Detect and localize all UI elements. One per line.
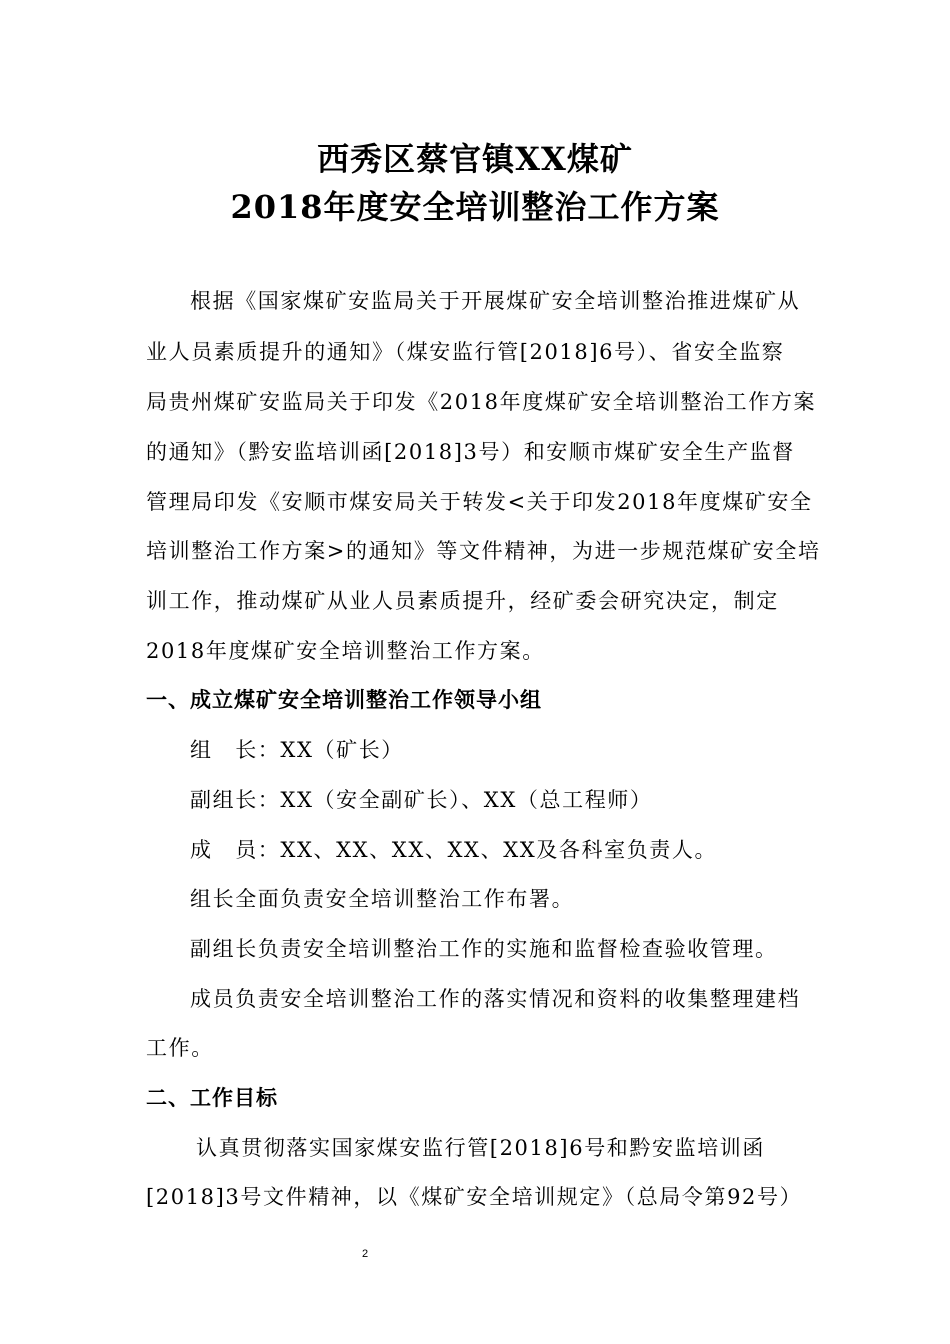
intro-line: 管理局印发《安顺市煤安局关于转发<关于印发2018年度煤矿安全 [146, 490, 813, 514]
page-number: 2 [361, 1248, 369, 1260]
intro-line: 培训整治工作方案>的通知》等文件精神，为进一步规范煤矿安全培 [146, 539, 821, 563]
intro-line: 局贵州煤矿安监局关于印发《2018年度煤矿安全培训整治工作方案 [146, 390, 817, 414]
members-line: 成 员：XX、XX、XX、XX、XX及各科室负责人。 [190, 838, 718, 862]
section1-text-line: 工作。 [146, 1036, 214, 1060]
section1-heading: 一、成立煤矿安全培训整治工作领导小组 [146, 688, 542, 712]
deputy-leader-line: 副组长：XX（安全副矿长）、XX（总工程师） [190, 788, 653, 812]
section1-text-line: 副组长负责安全培训整治工作的实施和监督检查验收管理。 [190, 937, 778, 961]
document-title-line1: 西秀区蔡官镇XX煤矿 [317, 140, 633, 178]
section1-text-line: 组长全面负责安全培训整治工作布署。 [190, 887, 575, 911]
intro-line: 的通知》（黔安监培训函[2018]3号）和安顺市煤矿安全生产监督 [146, 440, 795, 464]
document-title-line2: 2018年度安全培训整治工作方案 [230, 188, 720, 226]
section2-heading: 二、工作目标 [146, 1086, 278, 1110]
intro-line: 根据《国家煤矿安监局关于开展煤矿安全培训整治推进煤矿从 [190, 289, 801, 313]
intro-line: 训工作，推动煤矿从业人员素质提升，经矿委会研究决定，制定 [146, 589, 779, 613]
intro-line: 业人员素质提升的通知》（煤安监行管[2018]6号）、省安全监察 [146, 340, 785, 364]
leader-line: 组 长：XX（矿长） [190, 738, 404, 762]
section1-text-line: 成员负责安全培训整治工作的落实情况和资料的收集整理建档 [190, 987, 801, 1011]
section2-text-line: [2018]3号文件精神，以《煤矿安全培训规定》（总局令第92号） [146, 1185, 803, 1209]
section2-text-line: 认真贯彻落实国家煤安监行管[2018]6号和黔安监培训函 [196, 1136, 765, 1160]
intro-line: 2018年度煤矿安全培训整治工作方案。 [146, 639, 545, 663]
